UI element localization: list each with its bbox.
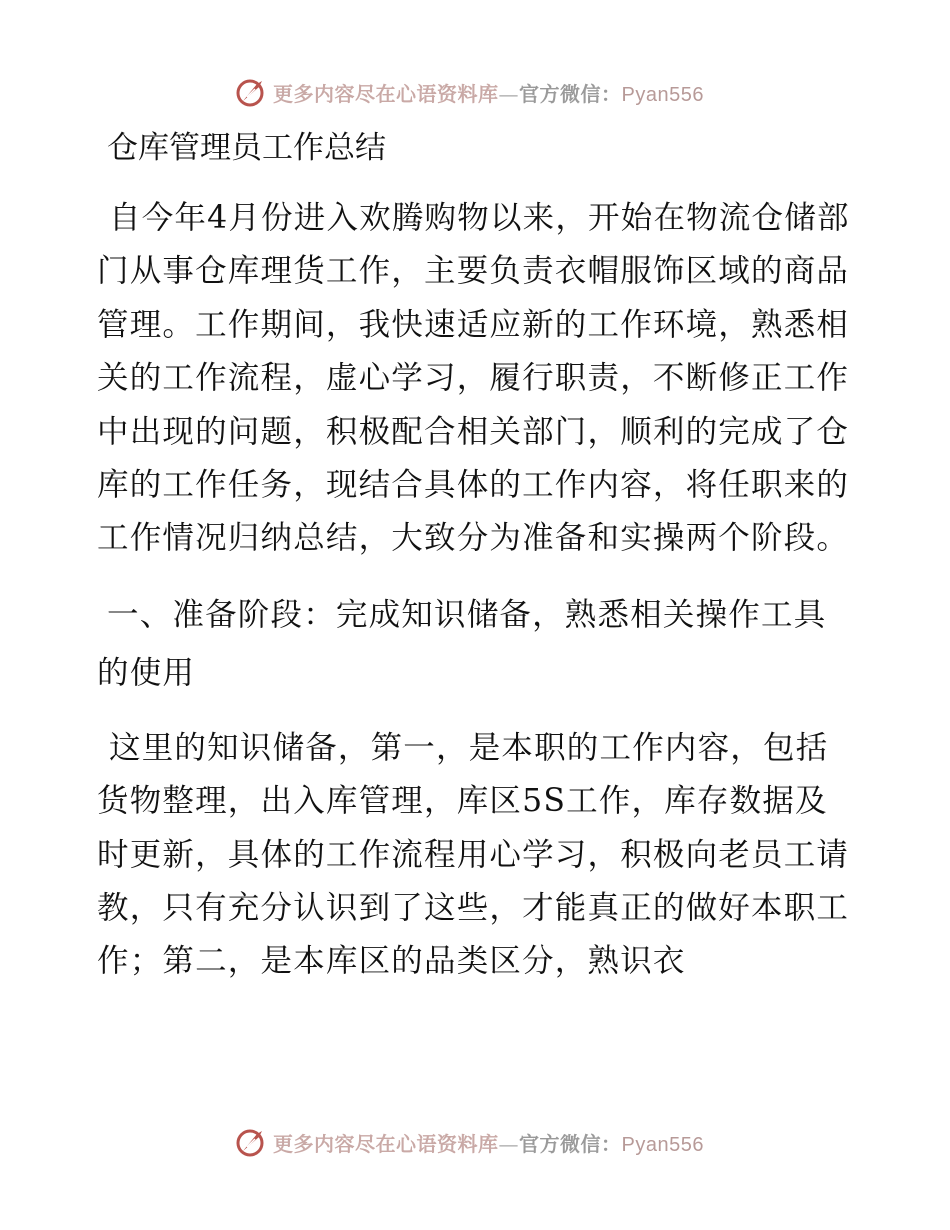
paragraph-knowledge: 这里的知识储备，第一，是本职的工作内容，包括货物整理，出入库管理，库区5S工作，库存数据及时更新，具体的工作流程用心学习，积极向老员工请教，只有充分认识到了这些，才能真正的做好本职工作；第二，是本库区的品类区分，熟识衣 (97, 729, 850, 980)
watermark-text: 更多内容尽在心语资料库—官方微信：Pyan556 (273, 81, 704, 106)
watermark-text: 更多内容尽在心语资料库—官方微信：Pyan556 (273, 1131, 704, 1156)
quill-logo-icon (235, 1125, 269, 1159)
section-heading: 一、准备阶段：完成知识储备，熟悉相关操作工具的使用 (97, 596, 827, 691)
document-body (97, 126, 853, 989)
watermark-footer (235, 1122, 715, 1162)
quill-logo-icon (235, 75, 269, 109)
document-title: 仓库管理员工作总结 (107, 130, 386, 166)
watermark-header (235, 72, 715, 112)
paragraph-intro: 自今年4月份进入欢腾购物以来，开始在物流仓储部门从事仓库理货工作，主要负责衣帽服饰区域的商品管理。工作期间，我快速适应新的工作环境，熟悉相关的工作流程，虚心学习，履行职责，不断修正工作中出现的问题，积极配合相关部门，顺利的完成了仓库的工作任务，现结合具体的工作内容，将任职来的工作情况归纳总结，大致分为准备和实操两个阶段。 (97, 200, 850, 557)
